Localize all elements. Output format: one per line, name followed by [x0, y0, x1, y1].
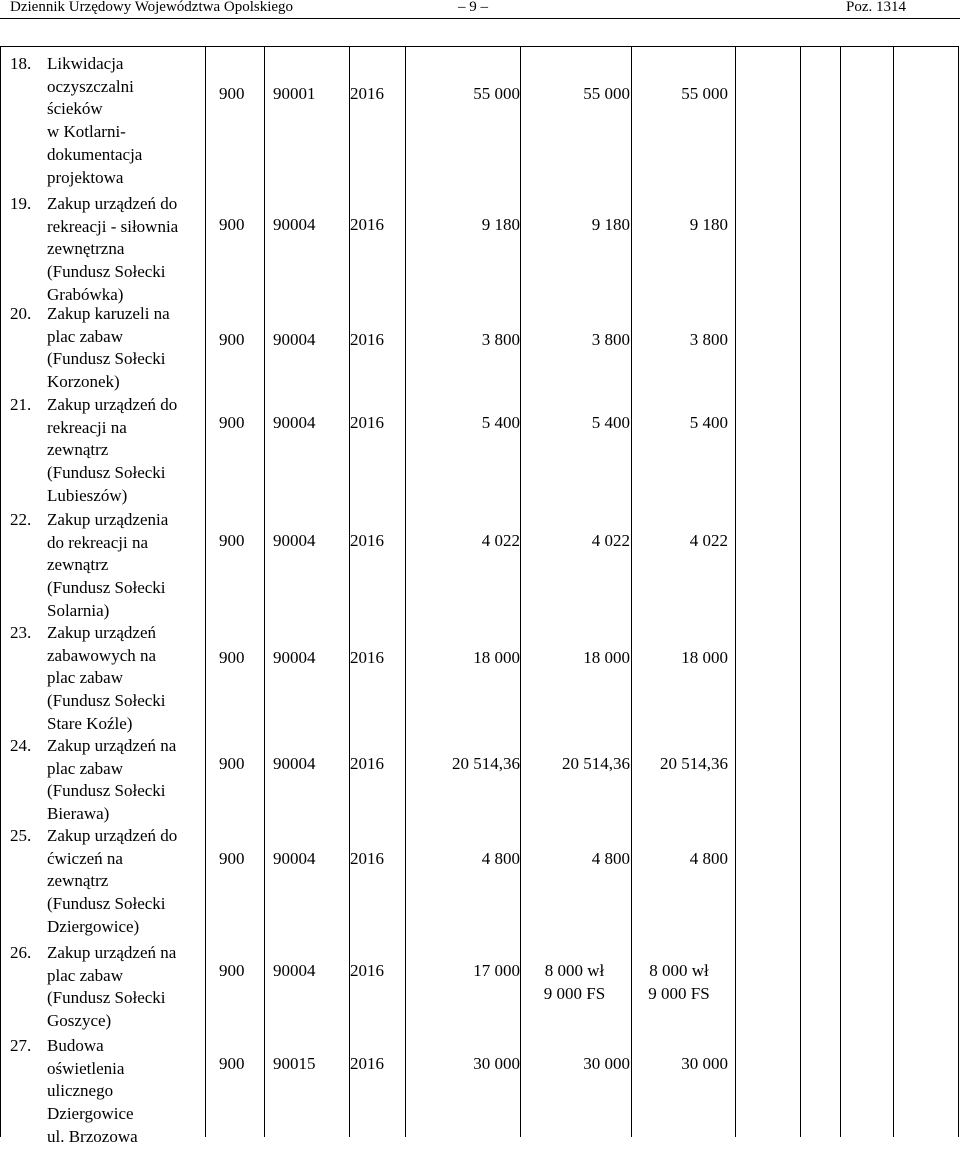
task-description: Zakup urządzenia do rekreacji na zewnątrz (Fundusz Sołecki Solarnia) — [47, 510, 169, 620]
dzial-cell: 900 — [219, 330, 245, 349]
dzial-cell: 900 — [219, 215, 245, 234]
task-description: Zakup urządzeń do rekreacji - siłownia zewnętrzna (Fundusz Sołecki Grabówka) — [47, 194, 179, 304]
row-number: 20. — [10, 304, 32, 323]
rozdzial-cell: 90004 — [273, 215, 316, 234]
amount-total-cell: 3 800 — [481, 330, 520, 349]
amount-total-cell: 20 514,36 — [452, 754, 520, 773]
amount-total-cell: 4 800 — [481, 849, 520, 868]
table-row — [0, 825, 960, 942]
amount-cell: 30 000 — [681, 1054, 728, 1073]
year-cell: 2016 — [350, 215, 384, 234]
table-row — [0, 53, 960, 193]
row-number: 18. — [10, 54, 32, 73]
amount-cell: 55 000 — [681, 84, 728, 103]
amount-total-cell: 17 000 — [473, 961, 520, 980]
amount-cell: 4 022 — [689, 531, 728, 550]
amount-cell: 4 022 — [591, 531, 630, 550]
row-line — [0, 46, 959, 47]
journal-title: Dziennik Urzędowy Województwa Opolskiego — [10, 0, 294, 15]
table-row — [0, 942, 960, 1035]
task-description: Budowa oświetlenia ulicznego Dziergowice ul. Brzozowa — [47, 1036, 138, 1146]
rozdzial-cell: 90001 — [273, 84, 316, 103]
row-number: 25. — [10, 826, 32, 845]
table-row — [0, 303, 960, 394]
task-description: Zakup urządzeń zabawowych na plac zabaw (Fundusz Sołecki Stare Koźle) — [47, 623, 166, 733]
task-description: Zakup urządzeń na plac zabaw (Fundusz Sołecki Goszyce) — [47, 943, 177, 1031]
rozdzial-cell: 90004 — [273, 531, 316, 550]
task-description: Zakup urządzeń na plac zabaw (Fundusz Sołecki Bierawa) — [47, 736, 177, 824]
position-number: Poz. 1314 — [846, 0, 906, 15]
table-row — [0, 735, 960, 825]
amount-cell: 18 000 — [681, 648, 728, 667]
table-row — [0, 193, 960, 303]
amount-cell: 3 800 — [591, 330, 630, 349]
dzial-cell: 900 — [219, 754, 245, 773]
amount-cell: 9 180 — [591, 215, 630, 234]
amount-cell: 8 000 wł 9 000 FS — [648, 961, 710, 1003]
dzial-cell: 900 — [219, 413, 245, 432]
rozdzial-cell: 90004 — [273, 330, 316, 349]
year-cell: 2016 — [350, 413, 384, 432]
amount-total-cell: 4 022 — [481, 531, 520, 550]
row-number: 22. — [10, 510, 32, 529]
amount-total-cell: 18 000 — [473, 648, 520, 667]
dzial-cell: 900 — [219, 84, 245, 103]
year-cell: 2016 — [350, 849, 384, 868]
rozdzial-cell: 90015 — [273, 1054, 316, 1073]
rozdzial-cell: 90004 — [273, 754, 316, 773]
amount-cell: 4 800 — [689, 849, 728, 868]
amount-cell: 5 400 — [591, 413, 630, 432]
row-number: 27. — [10, 1036, 32, 1055]
amount-cell: 4 800 — [591, 849, 630, 868]
page-number: – 9 – — [458, 0, 488, 15]
amount-total-cell: 55 000 — [473, 84, 520, 103]
task-description: Zakup urządzeń do ćwiczeń na zewnątrz (Fundusz Sołecki Dziergowice) — [47, 826, 178, 936]
table-row — [0, 1035, 960, 1144]
task-description: Zakup karuzeli na plac zabaw (Fundusz Sołecki Korzonek) — [47, 304, 170, 392]
year-cell: 2016 — [350, 84, 384, 103]
year-cell: 2016 — [350, 754, 384, 773]
page-header — [0, 0, 960, 22]
row-number: 19. — [10, 194, 32, 213]
header-rule — [0, 18, 960, 19]
dzial-cell: 900 — [219, 531, 245, 550]
row-number: 24. — [10, 736, 32, 755]
amount-cell: 8 000 wł 9 000 FS — [543, 961, 606, 1003]
rozdzial-cell: 90004 — [273, 648, 316, 667]
table-row — [0, 394, 960, 509]
dzial-cell: 900 — [219, 648, 245, 667]
year-cell: 2016 — [350, 1054, 384, 1073]
dzial-cell: 900 — [219, 849, 245, 868]
row-number: 26. — [10, 943, 32, 962]
amount-cell: 9 180 — [689, 215, 728, 234]
rozdzial-cell: 90004 — [273, 413, 316, 432]
year-cell: 2016 — [350, 330, 384, 349]
amount-total-cell: 9 180 — [481, 215, 520, 234]
amount-cell: 20 514,36 — [660, 754, 728, 773]
amount-cell: 20 514,36 — [562, 754, 630, 773]
dzial-cell: 900 — [219, 961, 245, 980]
amount-cell: 30 000 — [583, 1054, 630, 1073]
rozdzial-cell: 90004 — [273, 849, 316, 868]
amount-cell: 55 000 — [583, 84, 630, 103]
year-cell: 2016 — [350, 648, 384, 667]
task-description: Likwidacja oczyszczalni ścieków w Kotlarni- dokumentacja projektowa — [47, 54, 143, 187]
row-number: 23. — [10, 623, 32, 642]
amount-cell: 18 000 — [583, 648, 630, 667]
year-cell: 2016 — [350, 961, 384, 980]
dzial-cell: 900 — [219, 1054, 245, 1073]
table-row — [0, 622, 960, 735]
year-cell: 2016 — [350, 531, 384, 550]
amount-cell: 3 800 — [689, 330, 728, 349]
task-description: Zakup urządzeń do rekreacji na zewnątrz (Fundusz Sołecki Lubieszów) — [47, 395, 178, 505]
table-row — [0, 509, 960, 622]
amount-total-cell: 30 000 — [473, 1054, 520, 1073]
amount-total-cell: 5 400 — [481, 413, 520, 432]
amount-cell: 5 400 — [689, 413, 728, 432]
row-number: 21. — [10, 395, 32, 414]
rozdzial-cell: 90004 — [273, 961, 316, 980]
